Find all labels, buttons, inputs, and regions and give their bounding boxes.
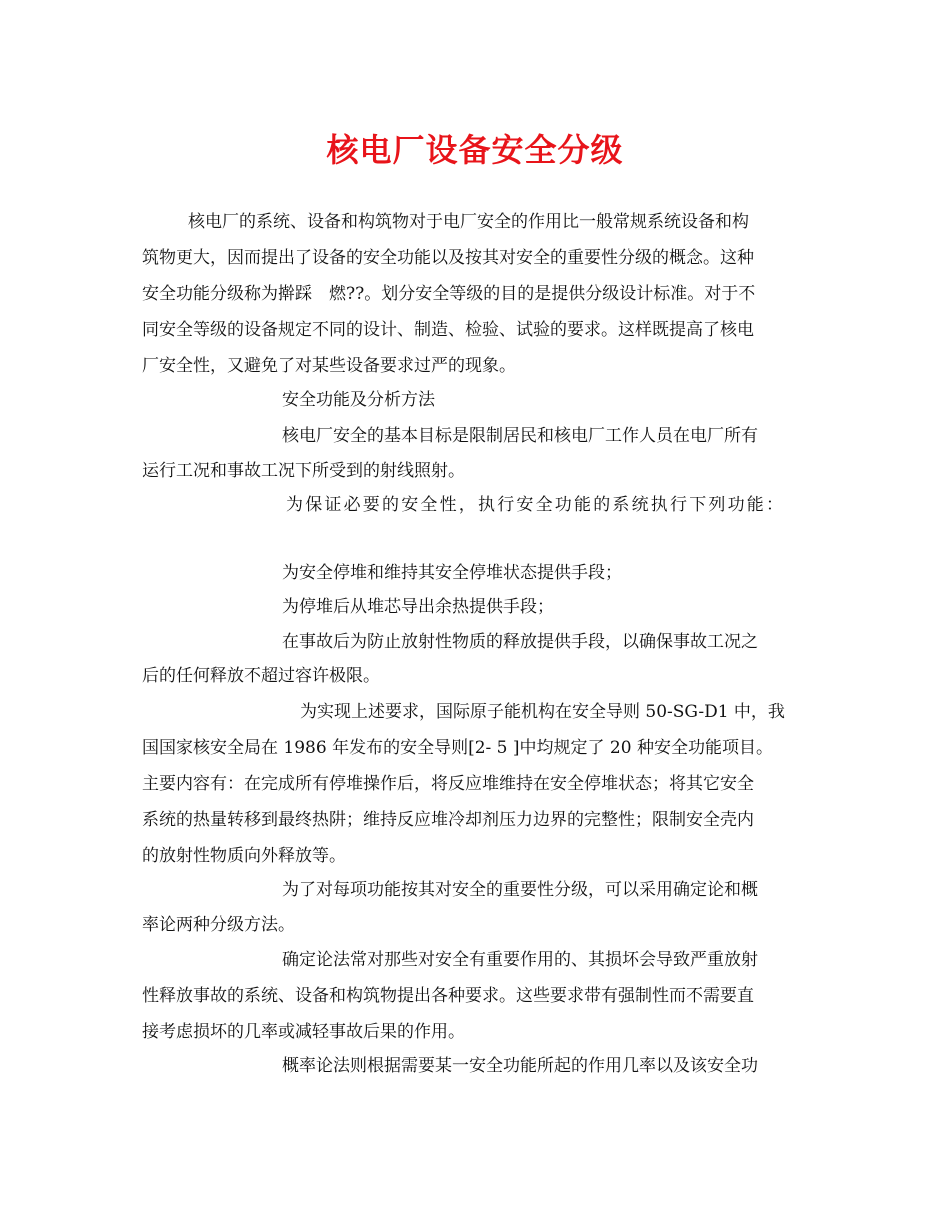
body-line: 国国家核安全局在 1986 年发布的安全导则[2- 5 ]中均规定了 20 种安全功能项目。 <box>142 738 773 758</box>
body-line: 性释放事故的系统、设备和构筑物提出各种要求。这些要求带有强制性而不需要直 <box>142 986 754 1006</box>
body-line: 主要内容有：在完成所有停堆操作后，将反应堆维持在安全停堆状态；将其它安全 <box>142 774 754 794</box>
body-line: 筑物更大，因而提出了设备的安全功能以及按其对安全的重要性分级的概念。这种 <box>142 248 754 268</box>
body-line: 后的任何释放不超过容许极限。 <box>142 666 380 686</box>
body-line: 概率论法则根据需要某一安全功能所起的作用几率以及该安全功 <box>282 1056 758 1076</box>
document-title: 核电厂设备安全分级 <box>326 131 624 169</box>
body-line: 核电厂的系统、设备和构筑物对于电厂安全的作用比一般常规系统设备和构 <box>188 212 749 232</box>
section-heading: 安全功能及分析方法 <box>282 390 435 410</box>
body-line: 安全功能分级称为擀踩 燃??。划分安全等级的目的是提供分级设计标准。对于不 <box>142 284 756 304</box>
body-line: 同安全等级的设备规定不同的设计、制造、检验、试验的要求。这样既提高了核电 <box>142 320 754 340</box>
list-item: 为安全停堆和维持其安全停堆状态提供手段； <box>282 563 622 583</box>
list-item: 在事故后为防止放射性物质的释放提供手段，以确保事故工况之 <box>282 632 758 652</box>
body-line: 为了对每项功能按其对安全的重要性分级，可以采用确定论和概 <box>282 880 758 900</box>
body-line: 核电厂安全的基本目标是限制居民和核电厂工作人员在电厂所有 <box>282 426 758 446</box>
list-item: 为停堆后从堆芯导出余热提供手段； <box>282 597 554 617</box>
body-line: 接考虑损坏的几率或减轻事故后果的作用。 <box>142 1022 465 1042</box>
body-line: 确定论法常对那些对安全有重要作用的、其损坏会导致严重放射 <box>282 950 758 970</box>
body-line: 的放射性物质向外释放等。 <box>142 846 346 866</box>
body-line: 系统的热量转移到最终热阱；维持反应堆冷却剂压力边界的完整性；限制安全壳内 <box>142 810 754 830</box>
body-line: 率论两种分级方法。 <box>142 915 295 935</box>
body-line: 为保证必要的安全性，执行安全功能的系统执行下列功能： <box>286 495 786 515</box>
body-line: 运行工况和事故工况下所受到的射线照射。 <box>142 461 465 481</box>
body-line: 厂安全性，又避免了对某些设备要求过严的现象。 <box>142 356 516 376</box>
body-line: 为实现上述要求，国际原子能机构在安全导则 50-SG-D1 中，我 <box>300 702 785 722</box>
